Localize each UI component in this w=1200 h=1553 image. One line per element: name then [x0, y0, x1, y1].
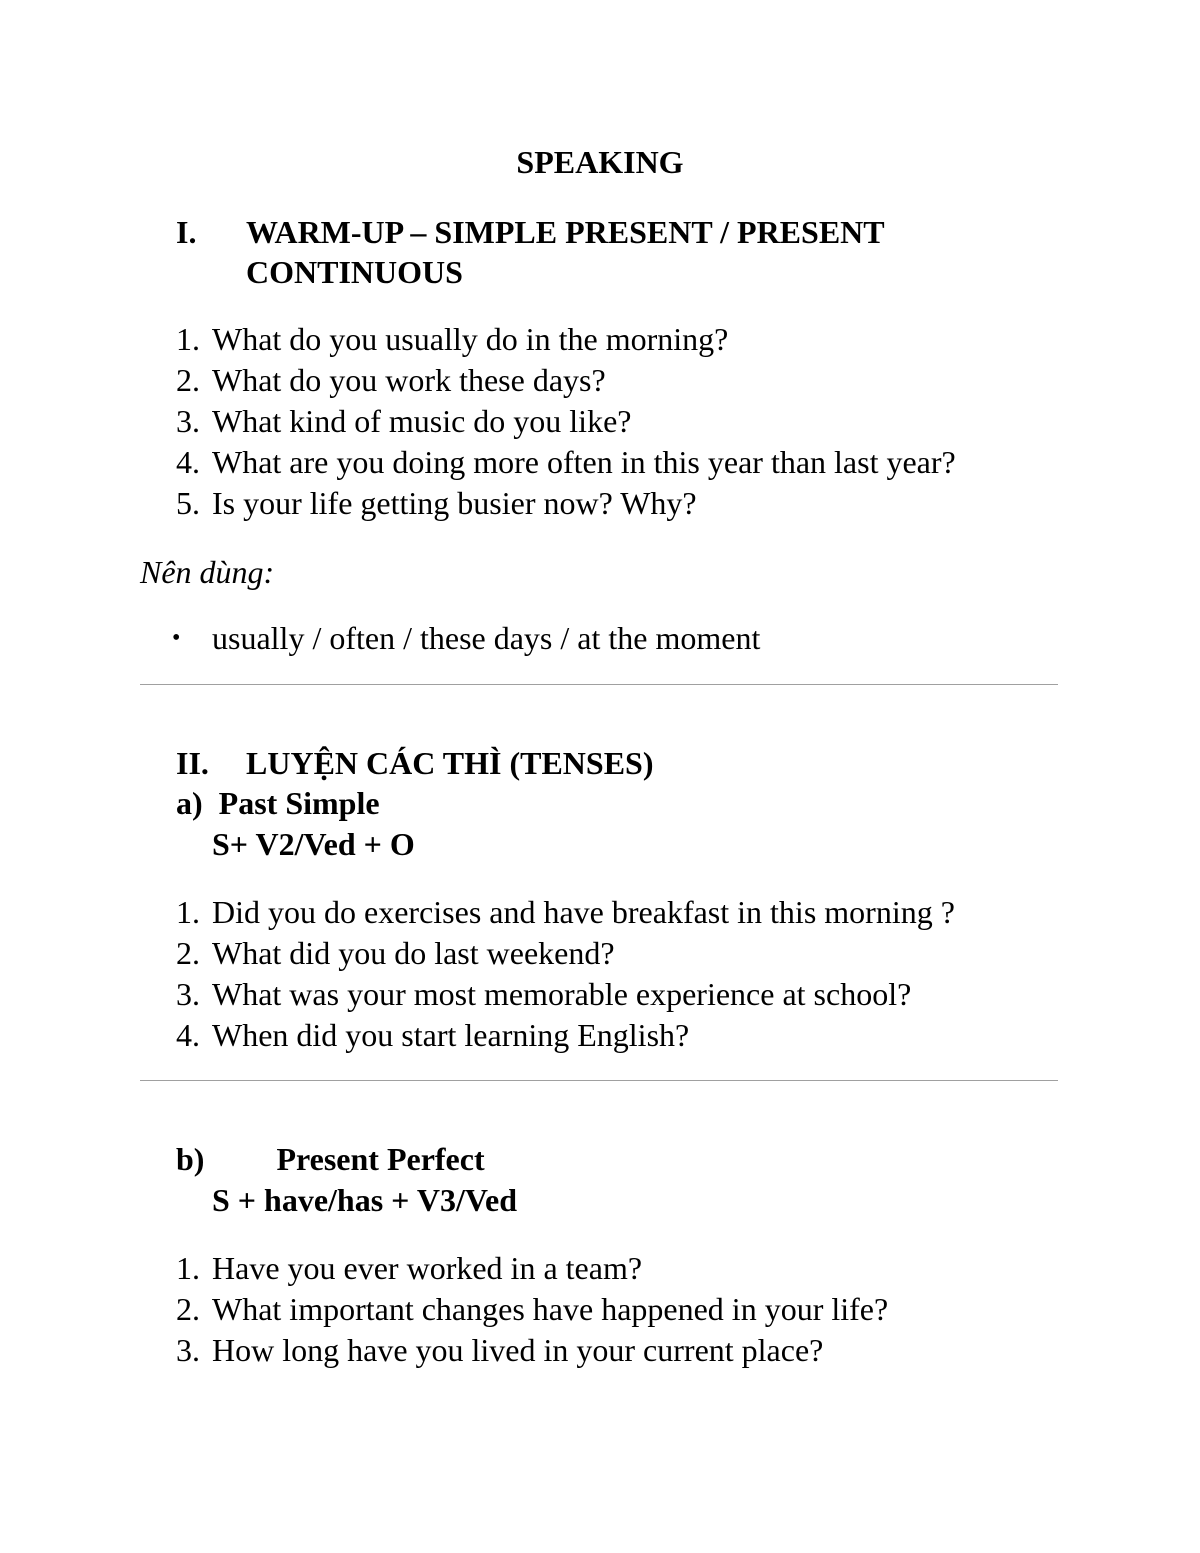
part-a-label: a)	[176, 785, 203, 821]
list-item	[176, 442, 956, 483]
part-a-question-list	[176, 892, 955, 1056]
section-1-title-line2: CONTINUOUS	[246, 254, 463, 290]
list-item	[176, 360, 956, 401]
question-number: 2.	[176, 1291, 200, 1327]
list-item	[176, 892, 955, 933]
question-number: 3.	[176, 403, 200, 439]
question-text: What are you doing more often in this year than last year?	[212, 444, 956, 480]
part-b-heading	[176, 1139, 485, 1179]
question-number: 2.	[176, 935, 200, 971]
list-item	[176, 974, 955, 1015]
part-a-title: Past Simple	[218, 785, 380, 821]
question-text: Have you ever worked in a team?	[212, 1250, 643, 1286]
question-number: 1.	[176, 894, 200, 930]
question-number: 5.	[176, 485, 200, 521]
question-number: 1.	[176, 1250, 200, 1286]
question-text: What important changes have happened in your life?	[212, 1291, 889, 1327]
section-1-numeral: I.	[176, 214, 197, 250]
question-number: 4.	[176, 444, 200, 480]
list-item	[176, 401, 956, 442]
question-text: What do you work these days?	[212, 362, 606, 398]
part-b-formula: S + have/has + V3/Ved	[212, 1182, 517, 1218]
list-item	[176, 319, 956, 360]
question-text: What kind of music do you like?	[212, 403, 632, 439]
section-2-title: LUYỆN CÁC THÌ (TENSES)	[246, 745, 654, 781]
question-text: When did you start learning English?	[212, 1017, 690, 1053]
part-a-heading	[176, 783, 380, 823]
question-number: 4.	[176, 1017, 200, 1053]
bullet-text: usually / often / these days / at the moment	[212, 620, 761, 656]
question-number: 3.	[176, 976, 200, 1012]
question-number: 1.	[176, 321, 200, 357]
section-2-heading	[176, 743, 1076, 783]
horizontal-divider	[140, 1080, 1058, 1081]
section-1-title	[246, 212, 1006, 292]
usage-bullet	[172, 618, 760, 658]
list-item	[176, 483, 956, 524]
section-1-question-list	[176, 319, 956, 524]
list-item	[176, 933, 955, 974]
question-number: 2.	[176, 362, 200, 398]
part-b-label: b)	[176, 1141, 205, 1177]
question-text: What did you do last weekend?	[212, 935, 615, 971]
list-item	[176, 1015, 955, 1056]
list-item	[176, 1330, 888, 1371]
section-1-title-line1: WARM-UP – SIMPLE PRESENT / PRESENT	[246, 214, 885, 250]
bullet-icon: •	[172, 625, 181, 651]
section-1-heading	[176, 212, 1076, 292]
question-text: Did you do exercises and have breakfast in this morning ?	[212, 894, 955, 930]
question-number: 3.	[176, 1332, 200, 1368]
question-text: What was your most memorable experience at school?	[212, 976, 912, 1012]
part-b-title: Present Perfect	[276, 1141, 485, 1177]
section-2-numeral: II.	[176, 745, 209, 781]
page-title: SPEAKING	[516, 144, 684, 180]
list-item	[176, 1248, 888, 1289]
horizontal-divider	[140, 684, 1058, 685]
question-text: What do you usually do in the morning?	[212, 321, 729, 357]
part-b-question-list	[176, 1248, 888, 1371]
question-text: Is your life getting busier now? Why?	[212, 485, 697, 521]
usage-note-label: Nên dùng:	[140, 554, 275, 590]
list-item	[176, 1289, 888, 1330]
question-text: How long have you lived in your current place?	[212, 1332, 824, 1368]
part-a-formula: S+ V2/Ved + O	[212, 826, 415, 862]
